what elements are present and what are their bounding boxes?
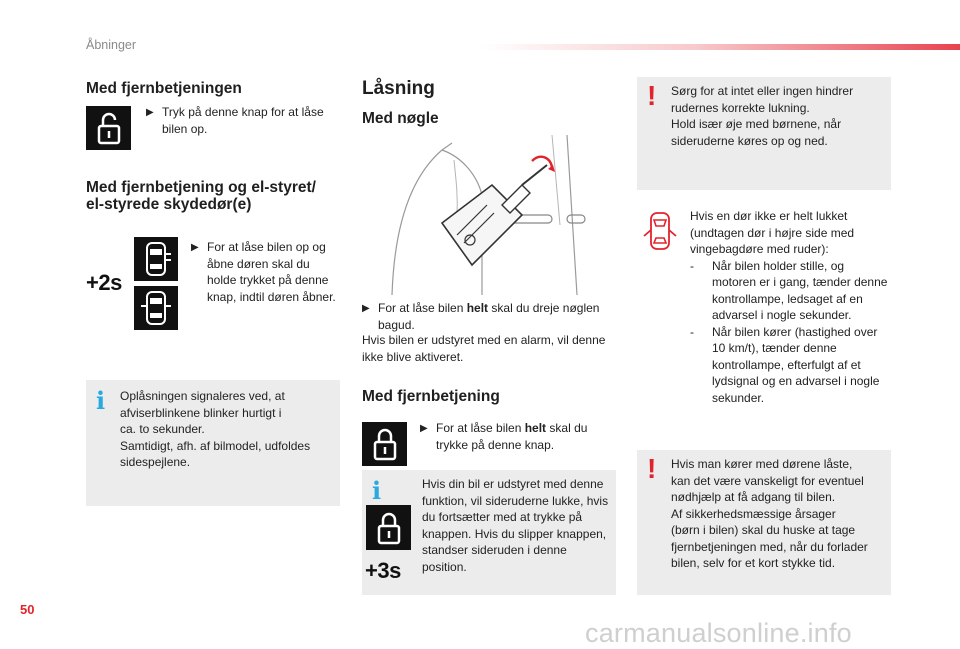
- unlock-info-box: i Oplåsningen signaleres ved, at afviserblinkene blinker hurtigt i ca. to sekunder. Samtidigt, afh. af bilmodel, udfoldes sidespejlene.: [86, 380, 340, 506]
- key-lock-alarm-note: Hvis bilen er udstyret med en alarm, vil denne ikke blive aktiveret.: [362, 333, 606, 364]
- arrow-bullet-icon: ▶: [420, 423, 428, 434]
- arrow-bullet-icon: ▶: [191, 242, 199, 253]
- list-item: - Når bilen kører (hastighed over 10 km/t), tænder denne kontrollampe, efterfulgt af et lydsignal og en advarsel i nogle sekunder.: [690, 324, 880, 405]
- key-lock-illustration: [382, 135, 588, 295]
- window-safety-warning-box: ! Sørg for at intet eller ingen hindrer rudernes korrekte lukning. Hold især øje med børnene, når sideruderne køres op og ned.: [637, 77, 891, 190]
- car-door-open-icon: [134, 237, 178, 281]
- key-lock-heading: Med nøgle: [362, 110, 439, 127]
- padlock-closed-icon: [366, 505, 411, 550]
- remote-unlock-step: ▶ Tryk på denne knap for at låse bilen op.: [146, 105, 324, 136]
- car-door-open-icon: [134, 286, 178, 330]
- key-lock-step: ▶ For at låse bilen helt skal du dreje nøglen bagud.: [362, 301, 600, 332]
- hold-time-badge: +2s: [86, 270, 122, 295]
- remote-sliding-door-step: ▶ For at låse bilen op og åbne døren skal du holde trykket på denne knap, indtil døren åbner.: [191, 240, 336, 304]
- info-icon: i: [372, 476, 382, 505]
- padlock-closed-icon: [362, 422, 407, 466]
- remote-lock-step: ▶ For at låse bilen helt skal du trykke på denne knap.: [420, 421, 588, 452]
- section-label: Åbninger: [86, 38, 137, 52]
- window-close-info-box: i +3s Hvis din bil er udstyret med denne funktion, vil sideruderne lukke, hvis du fortsætter med at trykke på knappen. Hvis du slipper knappen, standser sideruden i denne position.: [362, 470, 616, 595]
- arrow-bullet-icon: ▶: [362, 303, 370, 314]
- remote-sliding-door-heading: Med fjernbetjening og el-styret/ el-styrede skydedør(e): [86, 179, 316, 213]
- hold-time-badge: +3s: [365, 558, 401, 583]
- remote-unlock-heading: Med fjernbetjeningen: [86, 80, 242, 97]
- list-item: - Når bilen holder stille, og motoren er i gang, tænder denne kontrollampe, ledsaget af en advarsel i nogle sekunder.: [690, 258, 888, 322]
- open-door-warning-light-icon: [642, 210, 678, 254]
- warning-exclamation-icon: !: [647, 453, 657, 484]
- info-icon: i: [96, 386, 106, 415]
- watermark: carmanualsonline.info: [585, 618, 852, 648]
- arrow-bullet-icon: ▶: [146, 107, 154, 118]
- unlock-button-icon: [86, 106, 131, 150]
- page-number: 50: [20, 602, 35, 617]
- locked-doors-warning-box: ! Hvis man kører med dørene låste, kan det være vanskeligt for eventuel nødhjælp at få adgang til bilen. Af sikkerhedsmæssige årsager (børn i bilen) skal du huske at tage fjernbetjeningen med, når du forlader bilen, selv for et kort stykke tid.: [637, 450, 891, 595]
- warning-exclamation-icon: !: [647, 80, 657, 111]
- locking-title: Låsning: [362, 78, 435, 99]
- door-open-warning-text: Hvis en dør ikke er helt lukket (undtagen dør i højre side med vingebagdøre med ruder): - Når bilen holder stille, og motoren er i gang, tænder denne kontrollampe, ledsaget af en advarsel i nogle sekunder. - Når bilen kører (hastighed over 10 km/t), tænder denne kontrollampe, efterfulgt af et lydsignal og en advarsel i nogle sekunder.: [690, 208, 890, 406]
- remote-lock-heading: Med fjernbetjening: [362, 388, 500, 405]
- header-accent-bar: [480, 44, 960, 50]
